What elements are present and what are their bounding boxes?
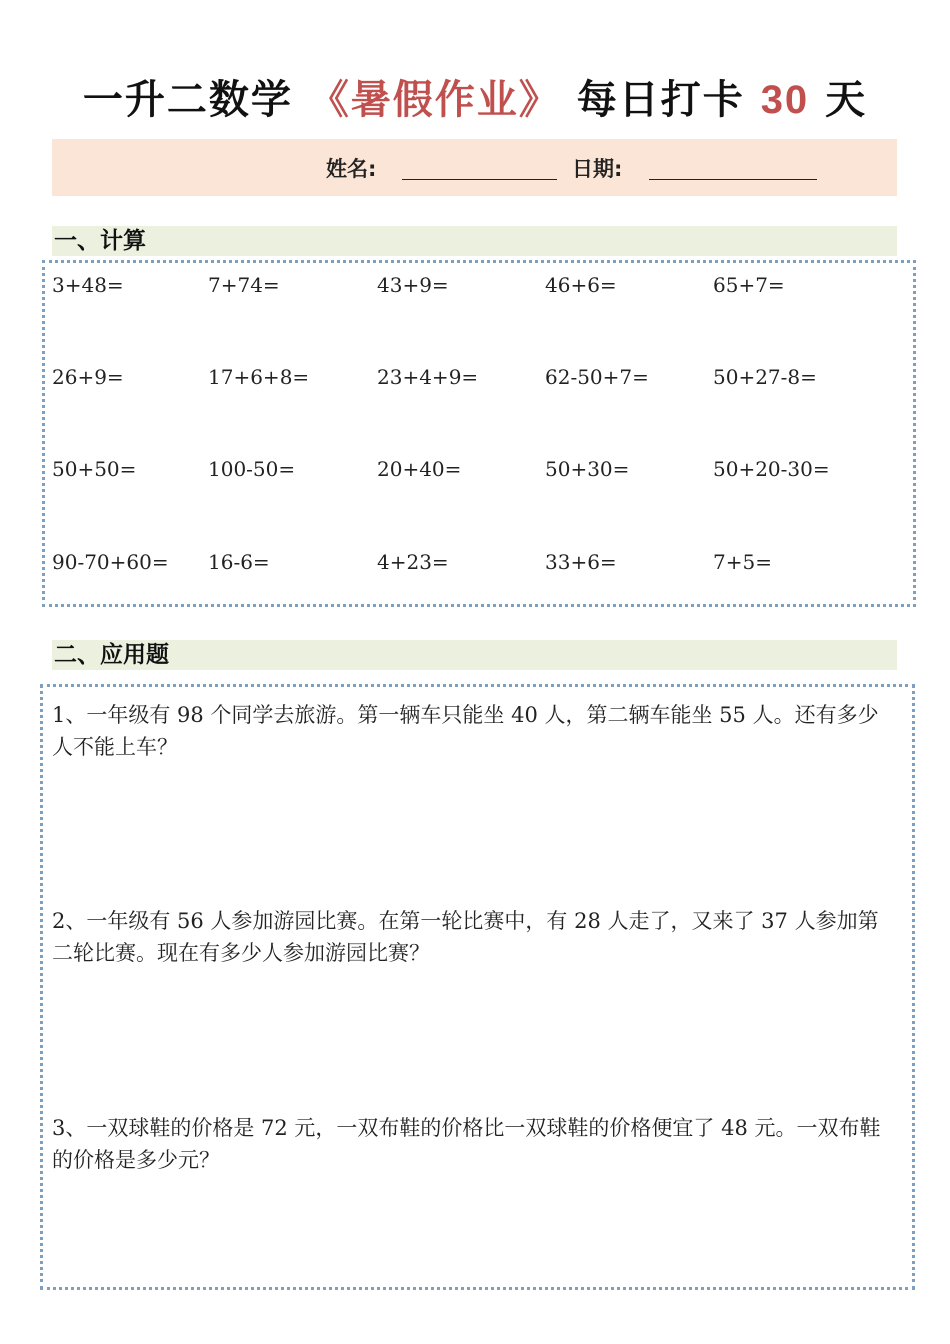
calc-item: 16-6=	[208, 550, 270, 574]
title-middle: 每日打卡	[576, 77, 745, 123]
title-highlight: 《暑假作业》	[308, 77, 561, 123]
calc-item: 26+9=	[52, 365, 124, 389]
calc-row	[52, 454, 912, 484]
name-label: 姓名:	[326, 157, 377, 181]
calc-item: 50+20-30=	[713, 457, 830, 481]
calc-item: 50+30=	[545, 457, 630, 481]
word-problems-box	[40, 684, 915, 1290]
section-calc-heading: 一、计算	[52, 226, 897, 256]
date-label: 日期:	[572, 157, 623, 181]
calc-item: 7+5=	[713, 550, 772, 574]
name-blank[interactable]	[402, 179, 557, 180]
word-problem-3: 3、一双球鞋的价格是 72 元，一双布鞋的价格比一双球鞋的价格便宜了 48 元。一双布鞋的价格是多少元？	[52, 1116, 881, 1172]
calc-row	[52, 547, 912, 577]
calc-row	[52, 270, 912, 300]
calc-item: 100-50=	[208, 457, 296, 481]
word-problem-2: 2、一年级有 56 人参加游园比赛。在第一轮比赛中，有 28 人走了，又来了 37 人参加第二轮比赛。现在有多少人参加游园比赛？	[52, 909, 879, 965]
date-blank[interactable]	[649, 179, 817, 180]
section-word-problems-heading: 二、应用题	[52, 640, 897, 670]
calc-item: 17+6+8=	[208, 365, 310, 389]
calc-item: 3+48=	[52, 273, 124, 297]
calc-item: 33+6=	[545, 550, 617, 574]
name-date-bar	[52, 139, 897, 196]
calc-item: 50+27-8=	[713, 365, 817, 389]
title-prefix: 一升二数学	[82, 77, 293, 123]
word-problem-1: 1、一年级有 98 个同学去旅游。第一辆车只能坐 40 人，第二辆车能坐 55 人。还有多少人不能上车？	[52, 703, 879, 759]
calc-item: 90-70+60=	[52, 550, 169, 574]
calc-item: 43+9=	[377, 273, 449, 297]
calc-item: 7+74=	[208, 273, 280, 297]
calc-item: 65+7=	[713, 273, 785, 297]
calc-item: 20+40=	[377, 457, 462, 481]
calc-item: 4+23=	[377, 550, 449, 574]
title-suffix: 天	[825, 77, 868, 123]
page-title	[0, 70, 950, 130]
calc-item: 46+6=	[545, 273, 617, 297]
title-number: 30	[760, 78, 810, 122]
calc-item: 62-50+7=	[545, 365, 649, 389]
calc-row	[52, 362, 912, 392]
calc-item: 50+50=	[52, 457, 137, 481]
calc-item: 23+4+9=	[377, 365, 479, 389]
